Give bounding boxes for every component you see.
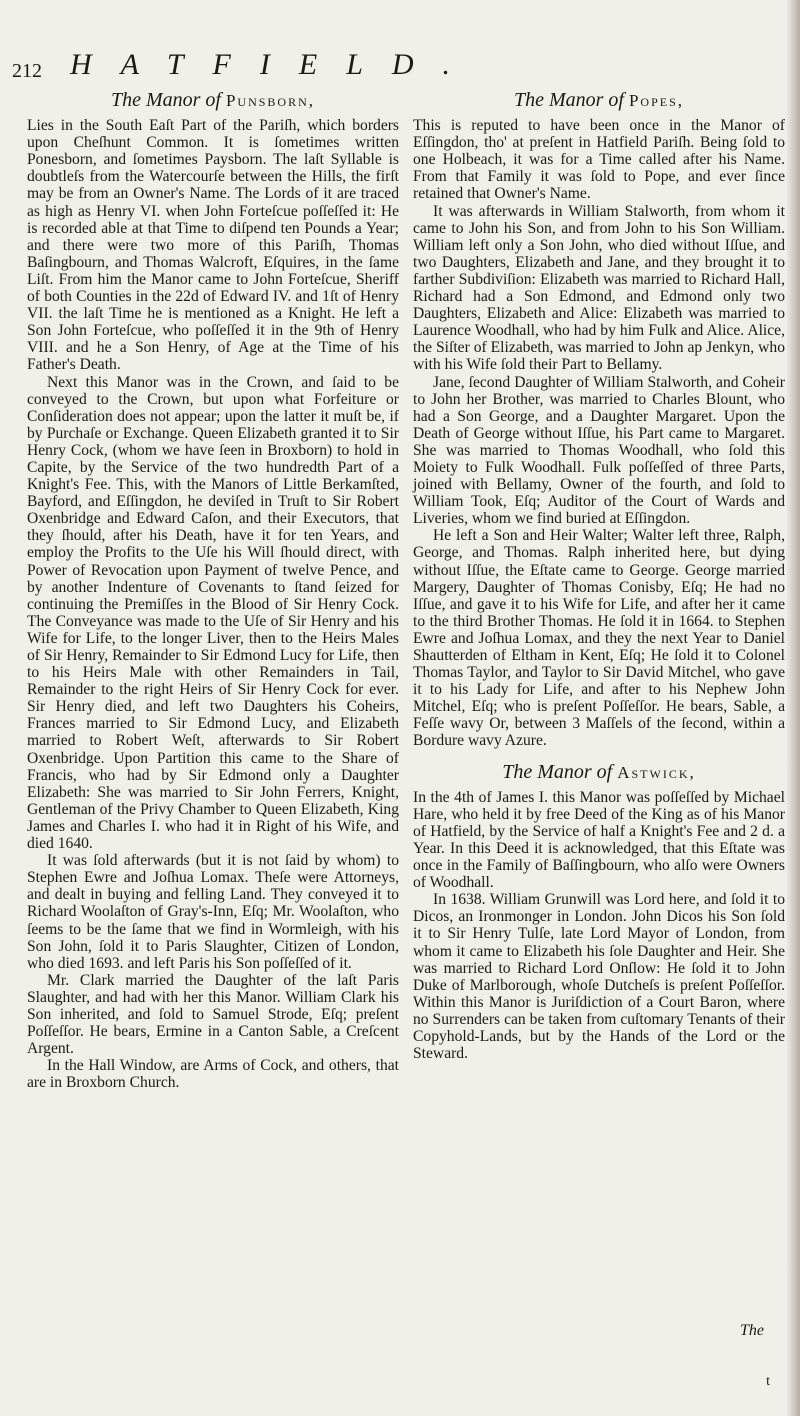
manor-name: Popes, [628,91,685,110]
right-column [413,89,785,1063]
paragraph: Lies in the South Eaſt Part of the Pariſh, which borders upon Cheſhunt Common. It is ſometimes written Ponesborn, and ſometimes Paysborn. The laſt Syllable is doubtleſs from the Watercourſe between the Hills, the firſt may be from an Owner's Name. The Lords of it are traced as high as Henry VI. when John Forteſcue poſſeſſed it: He is recorded able at that Time to diſpend ten Pounds a Year; and there were two more of this Pariſh, Thomas Baſingbourn, and Thomas Walcroft, Eſquires, in the ſame Liſt. From him the Manor came to John Forteſcue, Sheriff of both Counties in the 22d of Edward IV. and 1ſt of Henry VII. the laſt Time he is mentioned as a Knight. He left a Son John Forteſcue, who poſſeſſed it in the 9th of Henry VIII. and he a Son Henry, of Age at the Time of his Father's Death. [27,117,399,374]
paragraph: Jane, ſecond Daughter of William Stalworth, and Coheir to John her Brother, was married to Charles Blount, who had a Son George, and a Daughter Margaret. Upon the Death of George without Iſſue, his Part came to Margaret. She was married to Thomas Woodhall, who ſold this Moiety to Fulk Woodhall. Fulk poſſeſſed of three Parts, joined with Bellamy, Owner of the fourth, and ſold to William Took, Eſq; Auditor of the Court of Wards and Liveries, whom we find buried at Eſſingdon. [413,373,785,528]
signature-mark: t [766,1374,770,1389]
manor-name: Punsborn, [225,91,316,110]
paragraph: It was afterwards in William Stalworth, from whom it came to John his Son, and from John to his Son William. William left only a Son John, who died without Iſſue, and two Daughters, Elizabeth and Jane, and they brought it to farther Subdiviſion: Elizabeth was married to Richard Hall, Richard had a Son Edmond, and Edmond only two Daughters, Elizabeth and Alice: Elizabeth was married to Laurence Woodhall, who had by him Fulk and Alice. Alice, the Siſter of Elizabeth, was married to John ap Jenkyn, who with his Wife ſold their Part to Bellamy. [413,202,785,374]
paragraph: In 1638. William Grunwill was Lord here, and ſold it to Dicos, an Ironmonger in London. John Dicos his Son ſold it to Sir Henry Tulſe, late Lord Mayor of London, from whom it came to Elizabeth his ſole Daughter and Heir. She was married to Richard Lord Onſlow: He ſold it to John Duke of Marlborough, whoſe Dutcheſs is preſent Poſſeſſor. Within this Manor is Juriſdiction of a Court Baron, where no Surrenders can be taken from cuſtomary Tenants of their Copyhold-Lands, but by the Hands of the Lord or the Steward. [413,891,785,1063]
page-number: 212 [12,60,42,82]
paragraph: It was ſold afterwards (but it is not ſaid by whom) to Stephen Ewre and Joſhua Lomax. Theſe were Attorneys, and dealt in buying and felling Land. They conveyed it to Richard Woolaſton of Gray's-Inn, Eſq; Mr. Woolaſton, who ſeems to be the ſame that we find in Wormleigh, with his Son John, ſold it to Paris Slaughter, Citizen of London, who died 1693. and left Paris his Son poſſeſſed of it. [27,852,399,972]
catchword: The [740,1322,764,1339]
paragraph: In the Hall Window, are Arms of Cock, and others, that are in Broxborn Church. [27,1057,399,1092]
paragraph: Next this Manor was in the Crown, and ſaid to be conveyed to the Crown, but upon what Forfeiture or Conſideration does not appear; upon the latter it muſt be, if by Purchaſe or Exchange. Queen Elizabeth granted it to Sir Henry Cock, (whom we have ſeen in Broxborn) to hold in Capite, by the Service of the two hundredth Part of a Knight's Fee. This, with the Manors of Little Berkamſted, Bayford, and Eſſingdon, he deviſed in Truſt to Sir Robert Oxenbridge and Edward Caſon, and their Executors, that they ſhould, after his Death, have it for ten Years, and employ the Profits to the Uſe his Will ſhould direct, with Power of Revocation upon Payment of twelve Pence, and by another Indenture of Covenants to ſtand ſeized for continuing the Premiſſes in the Blood of Sir Henry Cock. The Conveyance was made to the Uſe of Sir Henry and his Wife for Life, to the longer Liver, then to the Heirs Males of Sir Henry, Remainder to Sir Edmond Lucy for Life, then to his Heirs Male with other Remainders in Tail, Remainder to the right Heirs of Sir Henry Cock for ever. Sir Henry died, and left two Daughters his Coheirs, Frances married to Sir Edmond Lucy, and Elizabeth married to Robert Weſt, afterwards to Sir Robert Oxenbridge. Upon Partition this came to the Share of Francis, who had by Sir Edmond only a Daughter Elizabeth: She was married to Sir John Ferrers, Knight, Gentleman of the Privy Chamber to Queen Elizabeth, King James and Charles I. who had it in Right of his Wife, and died 1640. [27,373,399,853]
paragraph: In the 4th of James I. this Manor was poſſeſſed by Michael Hare, who held it by free Deed of the King as of his Manor of Hatfield, by the Service of half a Knight's Fee and 2 d. a Year. In this Deed it is acknowledged, that this Eſtate was once in the Family of Baſſingbourn, who alſo were Owners of Woodhall. [413,788,785,892]
manor-name: Astwick, [617,762,696,782]
paragraph: This is reputed to have been once in the Manor of Eſſingdon, tho' at preſent in Hatfield Pariſh. Being ſold to one Holbeach, it was for a Time called after his Name. From that Family it was ſold to Pope, and ever ſince retained that Owner's Name. [413,117,785,203]
paragraph: He left a Son and Heir Walter; Walter left three, Ralph, George, and Thomas. Ralph inherited here, but dying without Iſſue, the Eſtate came to George. George married Margery, Daughter of Thomas Conisby, Eſq; He had no Iſſue, and gave it to his Wife for Life, and after her it came to the third Brother Thomas. He ſold it in 1664. to Stephen Ewre and Joſhua Lomax, and they the next Year to Daniel Shautterden of Eltham in Kent, Eſq; He ſold it to Colonel Thomas Taylor, and Taylor to Sir David Mitchel, who gave it to his Lady for Life, and after to his Nephew John Mitchel, Eſq; who is preſent Poſſeſſor. He bears, Sable, a Feſſe wavy Or, between 3 Maſſels of the ſecond, within a Bordure wavy Azure. [413,527,785,750]
left-column [27,89,399,1092]
section-heading-punsborn: The Manor of Punsborn, [110,89,316,111]
page-edge-shadow [786,0,800,1416]
paragraph: Mr. Clark married the Daughter of the laſt Paris Slaughter, and had with her this Manor. William Clark his Son inherited, and ſold to Samuel Strode, Eſq; preſent Poſſeſſor. He bears, Ermine in a Canton Sable, a Creſcent Argent. [27,971,399,1058]
section-heading-astwick: The Manor of Astwick, [502,760,696,783]
section-heading-popes: The Manor of Popes, [513,89,685,111]
running-title: HATFIELD. [70,48,480,81]
